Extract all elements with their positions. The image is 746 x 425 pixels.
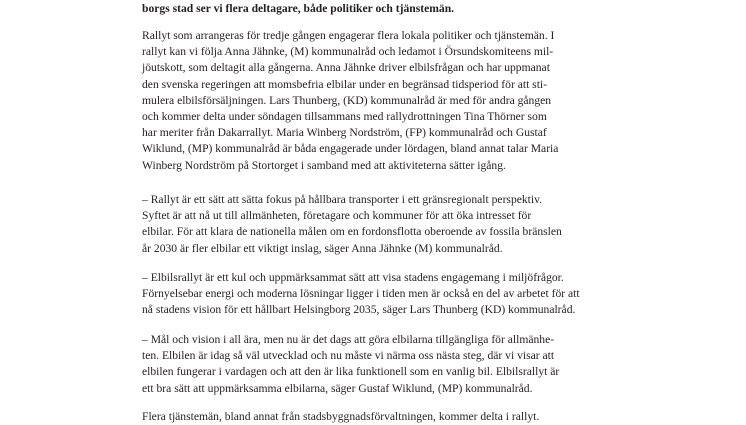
text-line: – Mål och vision i all ära, men nu är det dags att göra elbilarna tillgängliga för allmänhe-: [142, 333, 555, 346]
text-line: ett bra sätt att uppmärksamma elbilarna, säger Gustaf Wiklund, (MP) kommunalråd.: [142, 381, 533, 395]
lead-text: borgs stad ser vi flera deltagare, både politiker och tjänstemän.: [142, 2, 455, 15]
text-line: nå stadens vision för ett hållbart Helsingborg 2035, säger Lars Thunberg (KD) kommunalråd.: [142, 303, 576, 317]
paragraph-participants: [142, 28, 558, 174]
paragraph-quote-thunberg: [142, 270, 580, 319]
text-line: elbilen fungerar i vardagen och att den är lika funktionell som en vanlig bil. Elbilsrallyt är: [142, 365, 560, 379]
text-line: den svenska regeringen att momsbefria elbilar under en begränsad tidsperiod för att sti-: [142, 77, 548, 91]
paragraph-officials: [142, 409, 539, 425]
text-line: – Rallyt är ett sätt att sätta fokus på hållbara transporter i ett gränsregionalt perspektiv.: [142, 193, 543, 206]
text-line: år 2030 är fler elbilar ett viktigt inslag, säger Anna Jähnke (M) kommunalråd.: [142, 241, 503, 255]
text-line: ten. Elbilen är idag så väl utvecklad och nu måste vi närma oss nästa steg, där vi visar att: [142, 349, 555, 363]
text-line: Rallyt som arrangeras för tredje gången engagerar flera lokala politiker och tjänstemän. I: [142, 29, 555, 42]
text-line: Förnyelsebar energi och moderna lösningar ligger i tiden men är också en del av arbetet för att: [142, 287, 580, 301]
text-line: rallyt kan vi följa Anna Jähnke, (M) kommunalråd och ledamot i Örsundskomiteens mil-: [142, 45, 554, 59]
text-line: jöutskott, som deltagit alla gångerna. Anna Jähnke driver elbilsfrågan och har uppmanat: [142, 61, 550, 75]
text-line: mulera elbilsförsäljningen. Lars Thunberg, (KD) kommunalråd är med för andra gången: [142, 93, 552, 107]
text-line: har meriter från Dakarrallyt. Maria Winberg Nordström, (FP) kommunalråd och Gustaf: [142, 126, 547, 140]
paragraph-quote-jahnke: [142, 192, 562, 257]
text-line: och kommer delta under söndagen tillsammans med rallydrottningen Tina Thörner som: [142, 110, 547, 124]
text-line: elbilar. För att klara de nationella målen om en fordonsflotta oberoende av fossila bränslen: [142, 225, 562, 239]
text-line: – Elbilsrallyt är ett kul och uppmärksammat sätt att visa stadens engagemang i miljöfrågor.: [142, 271, 564, 284]
text-line: Wiklund, (MP) kommunalråd är båda engagerade under lördagen, bland annat talar Maria: [142, 142, 559, 156]
paragraph-quote-wiklund: [142, 332, 559, 397]
text-line: Syftet är att nå ut till allmänheten, företagare och kommuner för att öka intresset för: [142, 209, 532, 223]
text-line: Winberg Nordström på Stortorget i samband med att aktiviteterna sätter igång.: [142, 158, 506, 172]
text-line: Flera tjänstemän, bland annat från stadsbyggnadsförvaltningen, kommer delta i rallyt.: [142, 410, 540, 423]
